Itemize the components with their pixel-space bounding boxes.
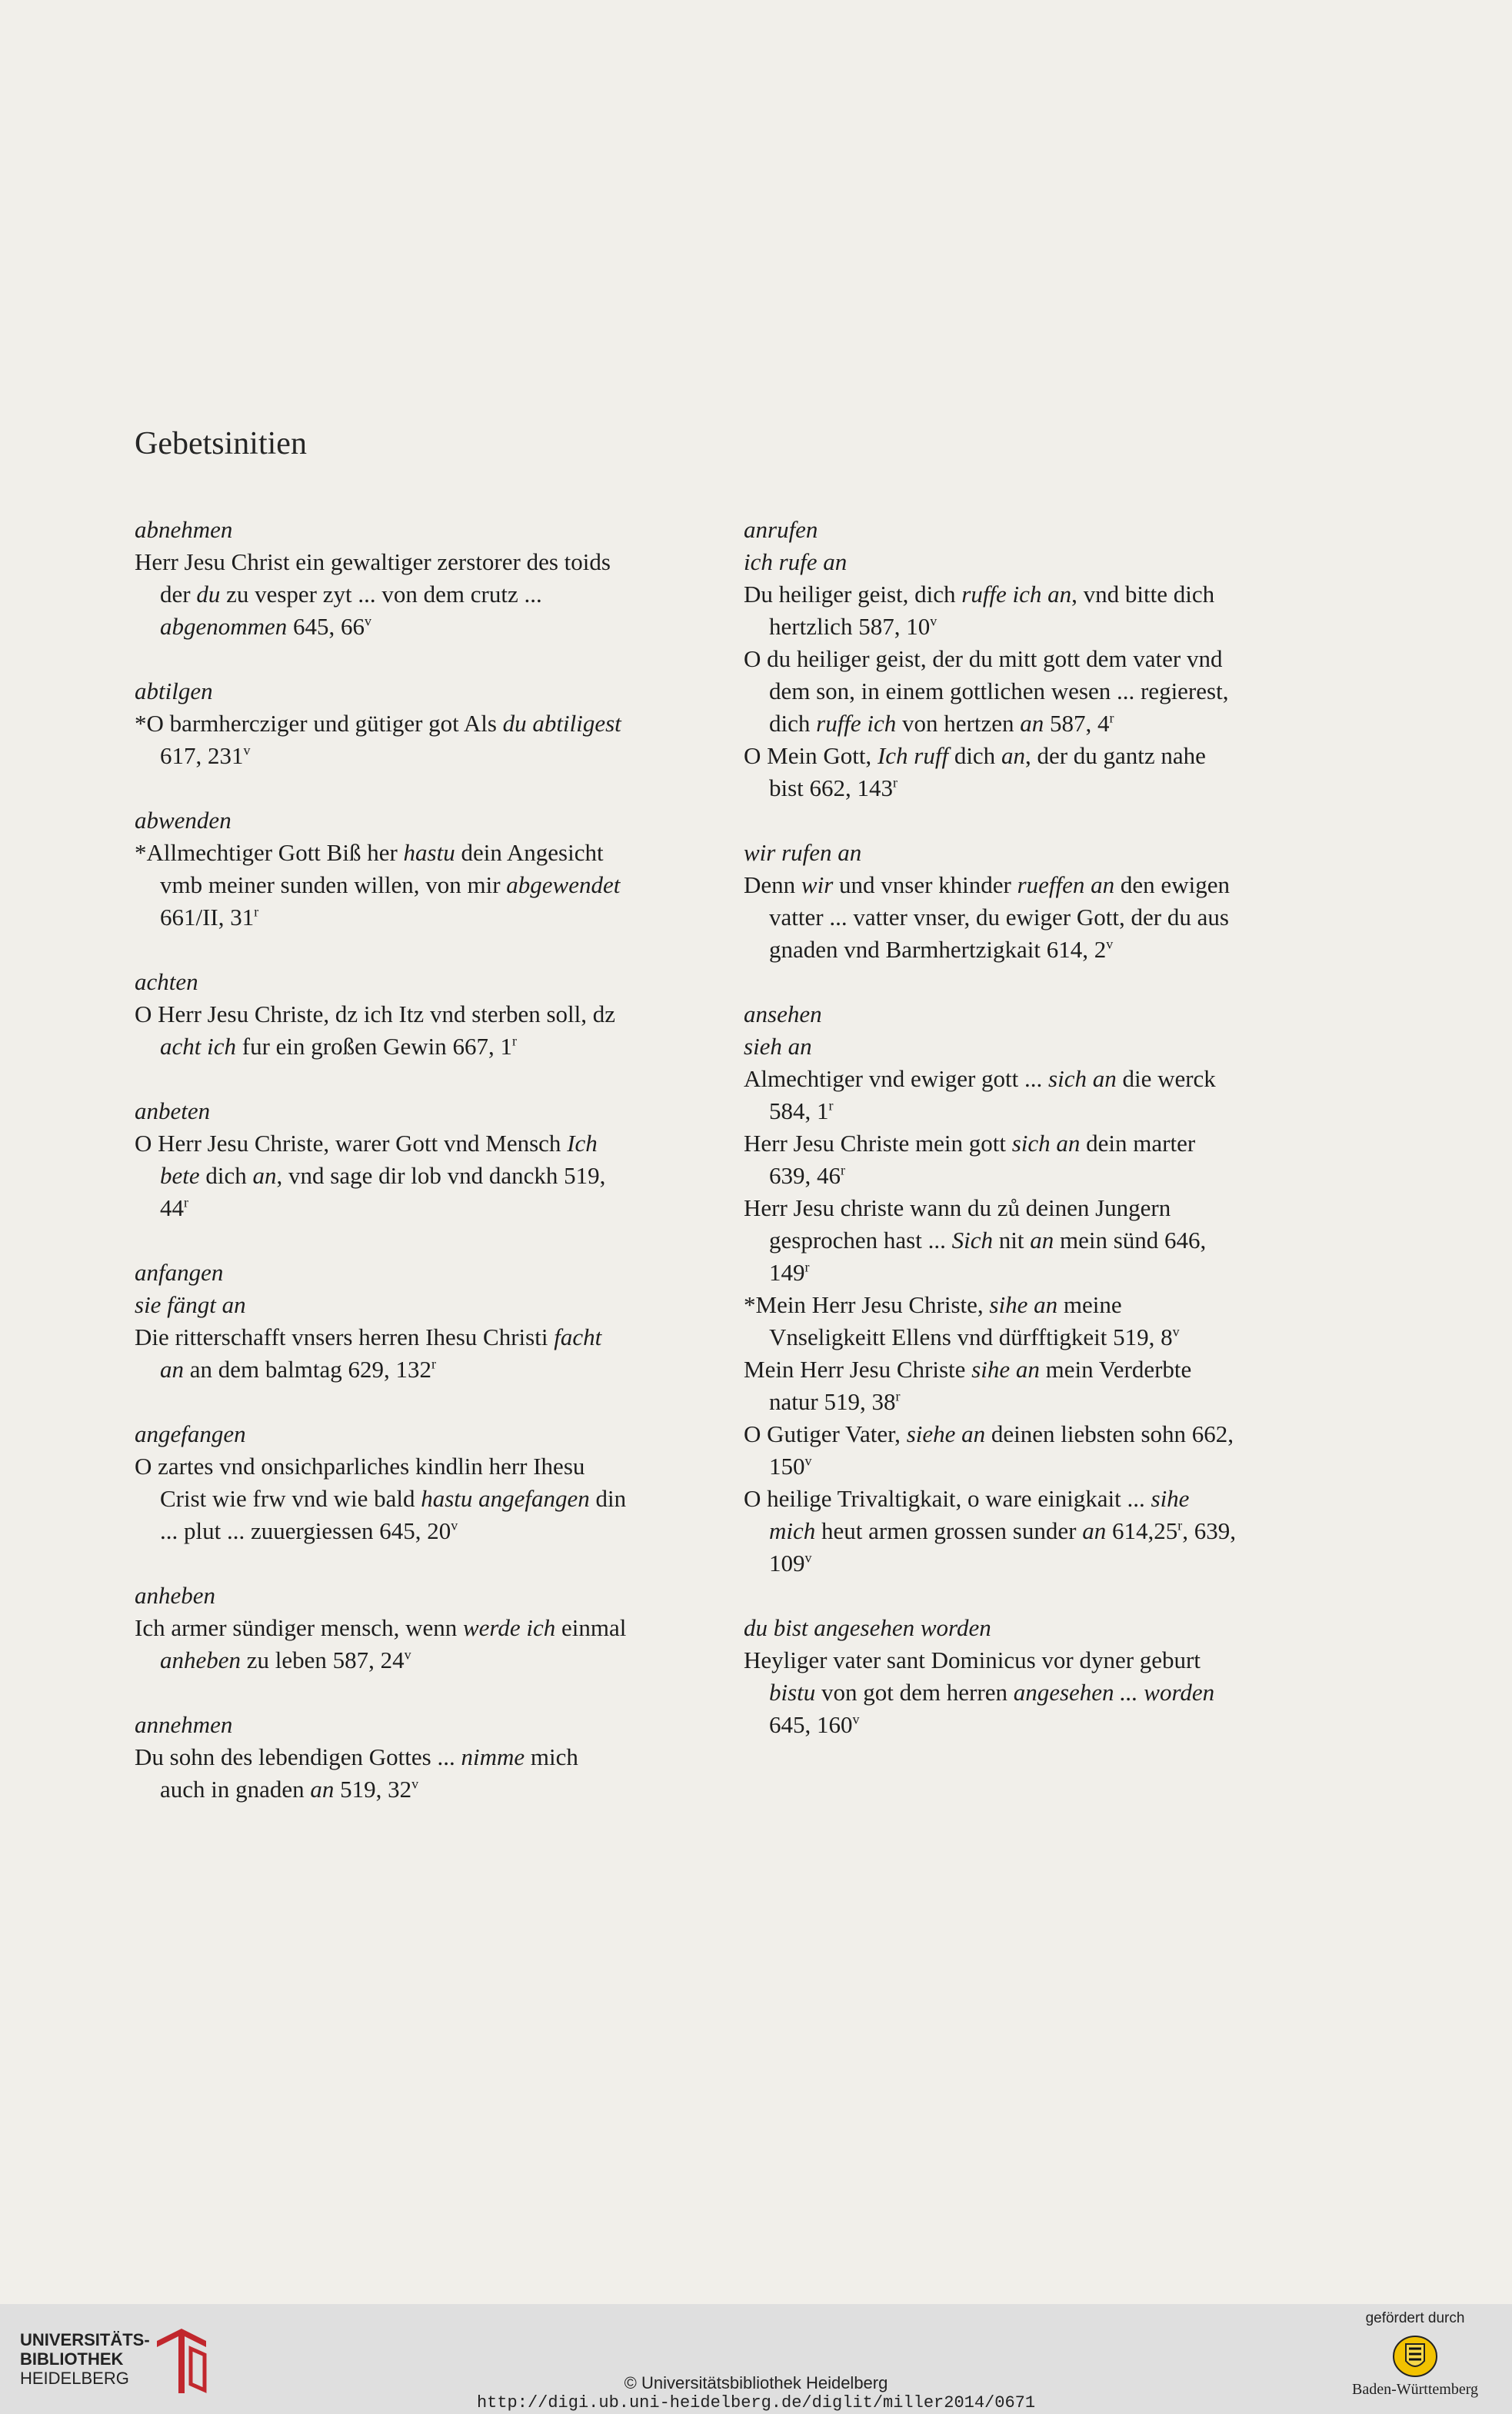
entry-text: von hertzen <box>896 710 1021 737</box>
entry-text: 645, 66 <box>287 613 365 640</box>
emphasis-text: sihe mich <box>769 1485 1190 1544</box>
entry-text: einmal <box>555 1614 627 1641</box>
index-entry <box>135 1612 627 1676</box>
entry-text: Herr Jesu christe wann du zů deinen Jungern gesprochen hast ... <box>744 1194 1171 1254</box>
folio-side: v <box>852 1711 860 1727</box>
left-column <box>135 514 627 1806</box>
index-entry <box>135 837 627 934</box>
emphasis-text: an <box>310 1776 335 1803</box>
entry-text: zu vesper zyt ... von dem crutz ... <box>220 581 542 608</box>
folio-side: v <box>451 1517 458 1533</box>
folio-side: v <box>243 742 251 758</box>
entry-text: fur ein großen Gewin 667, 1 <box>236 1033 512 1060</box>
library-name-line2: BIBLIOTHEK <box>20 2349 124 2369</box>
emphasis-text: sihe an <box>989 1291 1058 1318</box>
entry-text: 661/II, 31 <box>160 904 255 931</box>
emphasis-text: sich an <box>1011 1130 1081 1157</box>
entry-text: 645, 160 <box>769 1711 853 1738</box>
folio-side: r <box>804 1259 810 1275</box>
index-entry <box>744 578 1236 643</box>
entry-text: O Herr Jesu Christe, dz ich Itz vnd sterben soll, dz <box>135 1001 616 1027</box>
emphasis-text: abgenommen <box>160 613 288 640</box>
emphasis-text: an <box>1030 1227 1054 1254</box>
folio-side: r <box>512 1033 517 1049</box>
index-subheading: sie fängt an <box>135 1291 246 1318</box>
entry-text: O Gutiger Vater, <box>744 1420 907 1447</box>
emphasis-text: werde ich <box>462 1614 556 1641</box>
sponsor-block <box>1327 2310 1504 2399</box>
spacer <box>135 1676 627 1709</box>
emphasis-text: sihe an <box>971 1356 1040 1383</box>
index-entry <box>135 1741 627 1806</box>
emphasis-text: an <box>1082 1517 1107 1544</box>
emphasis-text: du abtiligest <box>502 710 621 737</box>
index-entry <box>744 1192 1236 1289</box>
entry-text: din ... plut ... zuuergiessen 645, 20 <box>160 1485 627 1544</box>
folio-side: v <box>930 613 938 629</box>
page-title: Gebetsinitien <box>135 426 307 461</box>
entry-text: heut armen grossen sunder <box>815 1517 1083 1544</box>
sponsor-name: Baden-Württemberg <box>1351 2381 1478 2398</box>
entry-text: 617, 231 <box>160 742 244 769</box>
entry-text: zu leben 587, 24 <box>241 1647 405 1673</box>
index-heading: annehmen <box>135 1711 233 1738</box>
index-subheading: sieh an <box>744 1033 812 1060</box>
entry-text: Ich armer sündiger mensch, wenn <box>135 1614 463 1641</box>
sponsor-label: gefördert durch <box>1365 2310 1465 2326</box>
emphasis-text: angesehen ... worden <box>1013 1679 1215 1706</box>
spacer <box>135 1386 627 1418</box>
entry-text: Almechtiger vnd ewiger gott ... <box>744 1065 1049 1092</box>
index-entry <box>744 1289 1236 1354</box>
index-heading: ansehen <box>744 1001 822 1027</box>
entry-text: *O barmhercziger und gütiger got Als <box>135 710 503 737</box>
entry-text: Denn <box>744 871 801 898</box>
entry-text: Mein Herr Jesu Christe <box>744 1356 972 1383</box>
index-entry <box>744 643 1236 740</box>
index-subheading: ich rufe an <box>744 548 848 575</box>
spacer <box>744 1580 1236 1612</box>
entry-text: deinen liebsten sohn 662, 150 <box>769 1420 1234 1480</box>
entry-text: den ewigen vatter ... vatter vnser, du ewiger Gott, der du aus gnaden vnd Barmhertzigkait 614, 2 <box>769 871 1230 963</box>
entry-text: mein sünd 646, 149 <box>769 1227 1207 1286</box>
emphasis-text: hastu angefangen <box>421 1485 590 1512</box>
library-name-line1: UNIVERSITÄTS- <box>20 2330 150 2349</box>
entry-text: *Allmechtiger Gott Biß her <box>135 839 404 866</box>
entry-text: und vnser khinder <box>833 871 1017 898</box>
index-entry <box>135 1127 627 1224</box>
folio-side: r <box>893 774 898 791</box>
index-subheading: wir rufen an <box>744 839 862 866</box>
index-subheading: du bist angesehen worden <box>744 1614 991 1641</box>
folio-side: v <box>804 1550 812 1566</box>
index-entry <box>744 869 1236 966</box>
index-entry <box>744 1644 1236 1741</box>
emphasis-text: ruffe ich <box>816 710 897 737</box>
folio-side: v <box>1106 936 1114 952</box>
index-entry <box>135 1450 627 1547</box>
entry-text: mein Verderbte natur 519, 38 <box>769 1356 1192 1415</box>
emphasis-text: rueffen an <box>1017 871 1115 898</box>
entry-text: von got dem herren <box>815 1679 1014 1706</box>
permalink-url[interactable]: http://digi.ub.uni-heidelberg.de/diglit/miller2014/0671 <box>476 2393 1036 2412</box>
folio-side: v <box>404 1647 411 1663</box>
index-heading: anheben <box>135 1582 216 1609</box>
entry-text: mich auch in gnaden <box>160 1743 578 1803</box>
entry-text: dich <box>948 742 1001 769</box>
entry-text: O heilige Trivaltigkait, o ware einigkait ... <box>744 1485 1151 1512</box>
folio-side: r <box>1109 710 1114 726</box>
entry-text: 587, 4 <box>1044 710 1110 737</box>
entry-text: die werck 584, 1 <box>769 1065 1216 1124</box>
emphasis-text: an <box>1001 742 1025 769</box>
folio-side: r <box>841 1162 845 1178</box>
spacer <box>135 1547 627 1580</box>
index-entry <box>744 740 1236 804</box>
emphasis-text: ruffe ich an <box>961 581 1072 608</box>
footer-bar <box>0 2304 1512 2414</box>
spacer <box>744 966 1236 998</box>
index-heading: angefangen <box>135 1420 246 1447</box>
index-entry <box>135 998 627 1063</box>
spacer <box>135 1224 627 1257</box>
entry-text: meine Vnseligkeitt Ellens vnd dürfftigkeit 519, 8 <box>769 1291 1173 1350</box>
entry-text: O Mein Gott, <box>744 742 878 769</box>
spacer <box>135 1063 627 1095</box>
folio-side: r <box>184 1194 188 1210</box>
emphasis-text: du <box>196 581 221 608</box>
emphasis-text: facht an <box>160 1324 602 1383</box>
index-entry <box>135 1321 627 1386</box>
emphasis-text: wir <box>801 871 834 898</box>
index-entry <box>744 1483 1236 1580</box>
library-name-line3: HEIDELBERG <box>20 2369 129 2388</box>
emphasis-text: sich an <box>1048 1065 1117 1092</box>
entry-text: Du heiliger geist, dich <box>744 581 962 608</box>
entry-text: nit <box>992 1227 1031 1254</box>
copyright-notice: © Universitätsbibliothek Heidelberg <box>624 2373 888 2392</box>
folio-side: v <box>1172 1324 1180 1340</box>
folio-side: v <box>365 613 372 629</box>
index-heading: abtilgen <box>135 678 213 704</box>
entry-text: O zartes vnd onsichparliches kindlin herr Ihesu Crist wie frw vnd wie bald <box>135 1453 585 1512</box>
emphasis-text: nimme <box>461 1743 525 1770</box>
index-heading: abwenden <box>135 807 231 834</box>
entry-text: Die ritterschafft vnsers herren Ihesu Christi <box>135 1324 555 1350</box>
entry-text: 614,25 <box>1106 1517 1178 1544</box>
folio-side: r <box>828 1097 834 1114</box>
emphasis-text: bistu <box>769 1679 816 1706</box>
index-heading: anrufen <box>744 516 818 543</box>
index-heading: anbeten <box>135 1097 211 1124</box>
entry-text: 519, 32 <box>334 1776 412 1803</box>
folio-side: v <box>411 1776 419 1792</box>
spacer <box>744 804 1236 837</box>
folio-side: r <box>895 1388 901 1404</box>
emphasis-text: Ich bete <box>160 1130 598 1189</box>
emphasis-text: hastu <box>403 839 455 866</box>
emphasis-text: siehe an <box>906 1420 986 1447</box>
state-crest-icon <box>1392 2335 1438 2378</box>
folio-side: r <box>431 1356 436 1372</box>
index-entry <box>744 1354 1236 1418</box>
entry-text: , 639, 109 <box>769 1517 1236 1577</box>
index-heading: anfangen <box>135 1259 224 1286</box>
index-heading: abnehmen <box>135 516 233 543</box>
entry-text: , vnd sage dir lob vnd danckh 519, 44 <box>160 1162 606 1221</box>
entry-text: O du heiliger geist, der du mitt gott dem vater vnd dem son, in einem gottlichen wesen ... regierest, dich <box>744 645 1229 737</box>
entry-text: an dem balmtag 629, 132 <box>184 1356 431 1383</box>
folio-side: r <box>254 904 259 920</box>
index-entry <box>744 1127 1236 1192</box>
entry-text: Heyliger vater sant Dominicus vor dyner geburt <box>744 1647 1201 1673</box>
entry-text: Herr Jesu Christe mein gott <box>744 1130 1012 1157</box>
entry-text: dein marter 639, 46 <box>769 1130 1196 1189</box>
index-entry <box>744 1418 1236 1483</box>
entry-text: O Herr Jesu Christe, warer Gott vnd Mensch <box>135 1130 568 1157</box>
entry-text: *Mein Herr Jesu Christe, <box>744 1291 990 1318</box>
entry-text: dein Angesicht vmb meiner sunden willen, von mir <box>160 839 604 898</box>
entry-text: Du sohn des lebendigen Gottes ... <box>135 1743 461 1770</box>
folio-side: v <box>804 1453 812 1469</box>
emphasis-text: an <box>1020 710 1044 737</box>
index-entry <box>135 708 627 772</box>
entry-text: dich <box>199 1162 253 1189</box>
emphasis-text: anheben <box>160 1647 241 1673</box>
emphasis-text: Sich <box>951 1227 993 1254</box>
entry-text: Herr Jesu Christ ein gewaltiger zerstorer des toids der <box>135 548 611 608</box>
right-column <box>744 514 1236 1741</box>
index-heading: achten <box>135 968 198 995</box>
entry-text: , der du gantz nahe bist 662, 143 <box>769 742 1206 801</box>
spacer <box>135 772 627 804</box>
emphasis-text: acht ich <box>160 1033 236 1060</box>
entry-text: , vnd bitte dich hertzlich 587, 10 <box>769 581 1215 640</box>
emphasis-text: an <box>252 1162 277 1189</box>
index-entry <box>135 546 627 643</box>
index-entry <box>744 1063 1236 1127</box>
folio-side: r <box>1177 1517 1183 1533</box>
emphasis-text: Ich ruff <box>877 742 949 769</box>
emphasis-text: abgewendet <box>506 871 621 898</box>
spacer <box>135 643 627 675</box>
spacer <box>135 934 627 966</box>
